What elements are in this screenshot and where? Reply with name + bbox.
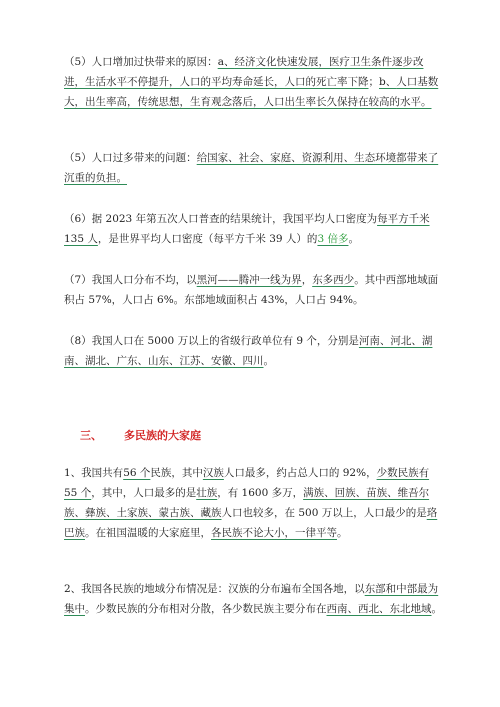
p8-provinces: 河南、河北、湖南、湖北、广东、山东、江苏、安徽、四川: [64, 335, 433, 367]
p6-end: 。: [348, 233, 359, 245]
p7-comma: ，: [301, 274, 313, 286]
e1-55-minorities: 少数民族有 55 个: [64, 467, 430, 499]
p6-density: 每平方千米 135 人: [64, 213, 430, 245]
e1-t4: ，其中，人口最多的是: [91, 487, 197, 499]
e2-t1: 2、我国各民族的地域分布情况是：汉族的分布遍布全国各地，以: [64, 583, 365, 595]
paragraph-population-growth-causes: [64, 52, 444, 112]
p5b-problems: 给国家、社会、家庭、资源利用、生态环境都带来了沉重的负担。: [64, 152, 439, 184]
p5-a-label: a、: [217, 56, 235, 68]
p5-prefix: （5）人口增加过快带来的原因：: [64, 56, 218, 68]
e2-t2: 。少数民族的分布相对分散，各少数民族主要分布在: [85, 603, 327, 615]
paragraph-population-problems: [64, 148, 444, 188]
e1-t2: 民族，其中: [150, 467, 203, 479]
e1-ethnic-list: 满族、回族、苗族、维吾尔族、彝族、土家族、蒙古族、藏族: [64, 487, 430, 519]
p7-pattern: 东多西少: [312, 274, 355, 286]
p8-prefix: （8）我国人口在 5000 万以上的省级行政单位有 9 个，分别是: [64, 335, 359, 347]
p5-b-text: 人口基数大，出生率高，传统思想，生育观念落后，人口出生率长久保持在较高的水平。: [64, 76, 439, 108]
p5-a-text: 经济文化快速发展，医疗卫生条件逐步改进，生活水平不停提升，人口的平均寿命延长，人口的死亡率下降: [64, 56, 424, 88]
e1-t7: 。在祖国温暖的大家庭里，: [85, 527, 211, 539]
e1-equality: 各民族不论大小，一律平等: [211, 527, 337, 539]
p7-prefix: （7）我国人口分布不均，以: [64, 274, 197, 286]
p5-separator: ；: [368, 76, 379, 88]
paragraph-ethnic-distribution: [64, 579, 444, 619]
e1-t1: 1、我国共有: [64, 467, 124, 479]
e1-zhuang: 壮族: [196, 487, 218, 499]
paragraph-ethnic-groups: [64, 463, 444, 543]
e2-t3: 。: [431, 603, 442, 615]
e1-56-groups: 56 个: [123, 467, 151, 479]
section-title: 多民族的大家庭: [124, 429, 201, 442]
p7-rest: 。其中西部地域面积占 57%，人口占 6%。东部地域面积占 43%，人口占 94%。: [64, 274, 439, 306]
e1-t5: ，有 1600 多万，: [217, 487, 304, 499]
paragraph-large-provinces: [64, 331, 444, 371]
p5b-prefix: （5）人口过多带来的问题：: [64, 152, 197, 164]
e1-t6: 人口也较多，在 500 万以上，人口最少的是: [221, 507, 427, 519]
e2-region-east-central: 东部和中部最为集中: [64, 583, 439, 615]
p6-mid: ，是世界平均人口密度（每平方千米 39 人）的: [97, 233, 318, 245]
paragraph-population-distribution: [64, 270, 444, 310]
e1-luoba: 珞巴族: [64, 507, 438, 539]
section-number: 三、: [80, 429, 102, 442]
p6-times: 3 倍多: [317, 233, 349, 245]
p5-b-label: b、: [379, 76, 397, 88]
e2-region-minorities: 西南、西北、东北地域: [326, 603, 432, 615]
p6-prefix: （6）据 2023 年第五次人口普查的结果统计，我国平均人口密度为: [64, 213, 378, 225]
e1-han: 汉族: [202, 467, 224, 479]
section-heading: [80, 427, 201, 443]
p7-boundary-line: 黑河——腾冲一线为界: [196, 274, 302, 286]
e1-t8: 。: [337, 527, 348, 539]
e1-t3: 人口最多，约占总人口的 92%，: [223, 467, 377, 479]
p8-end: 。: [263, 355, 274, 367]
paragraph-population-density: [64, 209, 444, 249]
